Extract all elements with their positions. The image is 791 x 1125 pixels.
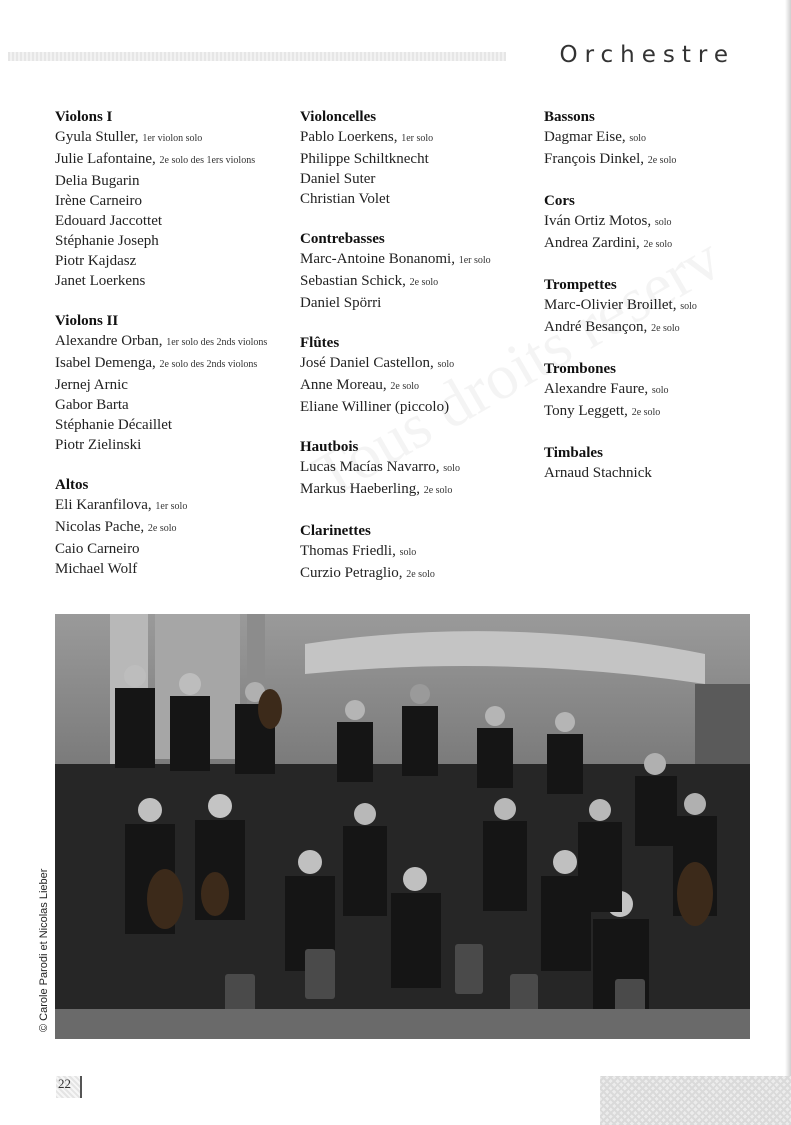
member-name: Stéphanie Joseph xyxy=(55,233,159,249)
member-entry xyxy=(544,149,779,171)
member-name: Eliane Williner (piccolo) xyxy=(300,399,450,415)
member-entry xyxy=(544,463,779,483)
member-name: Daniel Suter xyxy=(300,171,376,187)
member-role: 2e solo des 1ers violons xyxy=(159,155,256,166)
member-entry xyxy=(300,271,535,293)
section-trombones xyxy=(544,359,779,423)
page-edge-shadow xyxy=(785,0,791,1125)
member-name: Pablo Loerkens, xyxy=(300,129,398,145)
member-entry xyxy=(544,127,779,149)
section-title: Clarinettes xyxy=(300,523,371,539)
member-role: 2e solo xyxy=(647,155,677,166)
member-entry xyxy=(55,211,290,231)
member-entry xyxy=(300,563,535,585)
member-name: Marc-Antoine Bonanomi, xyxy=(300,251,455,267)
member-name: Jernej Arnic xyxy=(55,377,128,393)
member-entry xyxy=(55,435,290,455)
roster-column-3 xyxy=(544,107,779,503)
member-name: Caio Carneiro xyxy=(55,541,140,557)
section-title: Contrebasses xyxy=(300,231,385,247)
member-name: Delia Bugarin xyxy=(55,173,140,189)
member-entry xyxy=(55,415,290,435)
member-name: Piotr Kajdasz xyxy=(55,253,137,269)
member-name: Philippe Schiltknecht xyxy=(300,151,429,167)
member-role: 1er violon solo xyxy=(142,133,203,144)
member-name: Alexandre Orban, xyxy=(55,333,163,349)
member-entry xyxy=(55,375,290,395)
member-role: solo xyxy=(437,359,455,370)
member-entry xyxy=(544,379,779,401)
member-entry xyxy=(55,495,290,517)
member-entry xyxy=(55,271,290,291)
footer-pattern xyxy=(600,1076,791,1125)
section-title: Altos xyxy=(55,477,89,493)
member-role: 2e solo xyxy=(423,485,453,496)
member-name: Eli Karanfilova, xyxy=(55,497,152,513)
member-name: Alexandre Faure, xyxy=(544,381,649,397)
section-bassons xyxy=(544,107,779,171)
member-entry xyxy=(55,171,290,191)
member-role: solo xyxy=(654,217,672,228)
member-entry xyxy=(544,401,779,423)
member-role: solo xyxy=(443,463,460,474)
member-entry xyxy=(55,539,290,559)
member-entry xyxy=(55,559,290,579)
member-name: Dagmar Eise, xyxy=(544,129,626,145)
member-name: Gyula Stuller, xyxy=(55,129,139,145)
member-entry xyxy=(300,127,535,149)
member-name: Piotr Zielinski xyxy=(55,437,142,453)
member-entry xyxy=(300,479,535,501)
member-name: Julie Lafontaine, xyxy=(55,151,156,167)
section-title: Hautbois xyxy=(300,439,359,455)
member-entry xyxy=(300,249,535,271)
section-violons-i xyxy=(55,107,290,291)
member-name: Andrea Zardini, xyxy=(544,235,640,251)
member-entry xyxy=(300,541,535,563)
section-title: Flûtes xyxy=(300,335,340,351)
member-entry xyxy=(55,231,290,251)
member-role: 2e solo xyxy=(390,381,419,392)
member-name: Irène Carneiro xyxy=(55,193,143,209)
member-role: 2e solo xyxy=(409,277,439,288)
member-name: Marc-Olivier Broillet, xyxy=(544,297,677,313)
section-violons-ii xyxy=(55,311,290,455)
section-title: Cors xyxy=(544,193,575,209)
section-title: Violons II xyxy=(55,313,119,329)
member-role: 1er solo xyxy=(401,133,434,144)
member-name: Michael Wolf xyxy=(55,561,138,577)
member-entry xyxy=(55,251,290,271)
member-name: Sebastian Schick, xyxy=(300,273,406,289)
section-altos xyxy=(55,475,290,579)
section-title: Violoncelles xyxy=(300,109,377,125)
roster-column-1 xyxy=(55,107,290,599)
section-contrebasses xyxy=(300,229,535,313)
member-entry xyxy=(300,397,535,417)
member-role: 2e solo xyxy=(147,523,177,534)
member-role: solo xyxy=(680,301,697,312)
section-title: Trompettes xyxy=(544,277,617,293)
section-flûtes xyxy=(300,333,535,417)
section-title: Violons I xyxy=(55,109,113,125)
member-entry xyxy=(300,189,535,209)
member-entry xyxy=(544,233,779,255)
member-entry xyxy=(55,127,290,149)
member-role: 2e solo xyxy=(406,569,435,580)
roster-column-2 xyxy=(300,107,535,605)
member-entry xyxy=(300,293,535,313)
section-cors xyxy=(544,191,779,255)
orchestra-photo xyxy=(55,614,750,1039)
member-entry xyxy=(300,375,535,397)
section-title: Trombones xyxy=(544,361,616,377)
member-name: Curzio Petraglio, xyxy=(300,565,403,581)
member-name: Tony Leggett, xyxy=(544,403,628,419)
section-clarinettes xyxy=(300,521,535,585)
section-trompettes xyxy=(544,275,779,339)
member-entry xyxy=(55,395,290,415)
member-name: François Dinkel, xyxy=(544,151,644,167)
member-entry xyxy=(300,169,535,189)
member-name: André Besançon, xyxy=(544,319,648,335)
member-name: Lucas Macías Navarro, xyxy=(300,459,440,475)
member-name: Thomas Friedli, xyxy=(300,543,396,559)
member-role: 1er solo des 2nds violons xyxy=(166,337,268,348)
member-name: Edouard Jaccottet xyxy=(55,213,163,229)
member-role: 1er solo xyxy=(155,501,188,512)
section-title: Bassons xyxy=(544,109,595,125)
member-role: solo xyxy=(651,385,669,396)
member-role: solo xyxy=(629,133,647,144)
section-title: Timbales xyxy=(544,445,603,461)
member-entry xyxy=(55,517,290,539)
member-entry xyxy=(55,353,290,375)
member-name: Nicolas Pache, xyxy=(55,519,145,535)
member-name: Markus Haeberling, xyxy=(300,481,420,497)
member-name: José Daniel Castellon, xyxy=(300,355,434,371)
member-entry xyxy=(300,149,535,169)
section-violoncelles xyxy=(300,107,535,209)
member-name: Gabor Barta xyxy=(55,397,129,413)
page-title: Orchestre xyxy=(559,42,735,68)
page-number: 22 xyxy=(56,1076,82,1098)
member-role: 2e solo des 2nds violons xyxy=(159,359,258,370)
section-hautbois xyxy=(300,437,535,501)
member-name: Isabel Demenga, xyxy=(55,355,156,371)
member-role: 2e solo xyxy=(631,407,661,418)
header-band xyxy=(8,52,506,61)
member-entry xyxy=(300,457,535,479)
member-entry xyxy=(544,211,779,233)
member-entry xyxy=(55,191,290,211)
member-name: Daniel Spörri xyxy=(300,295,382,311)
member-name: Christian Volet xyxy=(300,191,390,207)
member-name: Iván Ortiz Motos, xyxy=(544,213,652,229)
member-name: Janet Loerkens xyxy=(55,273,146,289)
section-timbales xyxy=(544,443,779,483)
member-entry xyxy=(300,353,535,375)
member-role: solo xyxy=(399,547,417,558)
member-entry xyxy=(544,295,779,317)
photo-credit: © Carole Parodi et Nicolas Lieber xyxy=(38,868,50,1032)
member-name: Arnaud Stachnick xyxy=(544,465,652,481)
member-entry xyxy=(55,149,290,171)
member-role: 1er solo xyxy=(458,255,491,266)
member-role: 2e solo xyxy=(651,323,680,334)
member-entry xyxy=(544,317,779,339)
member-entry xyxy=(55,331,290,353)
member-role: 2e solo xyxy=(643,239,673,250)
member-name: Stéphanie Décaillet xyxy=(55,417,173,433)
member-name: Anne Moreau, xyxy=(300,377,387,393)
